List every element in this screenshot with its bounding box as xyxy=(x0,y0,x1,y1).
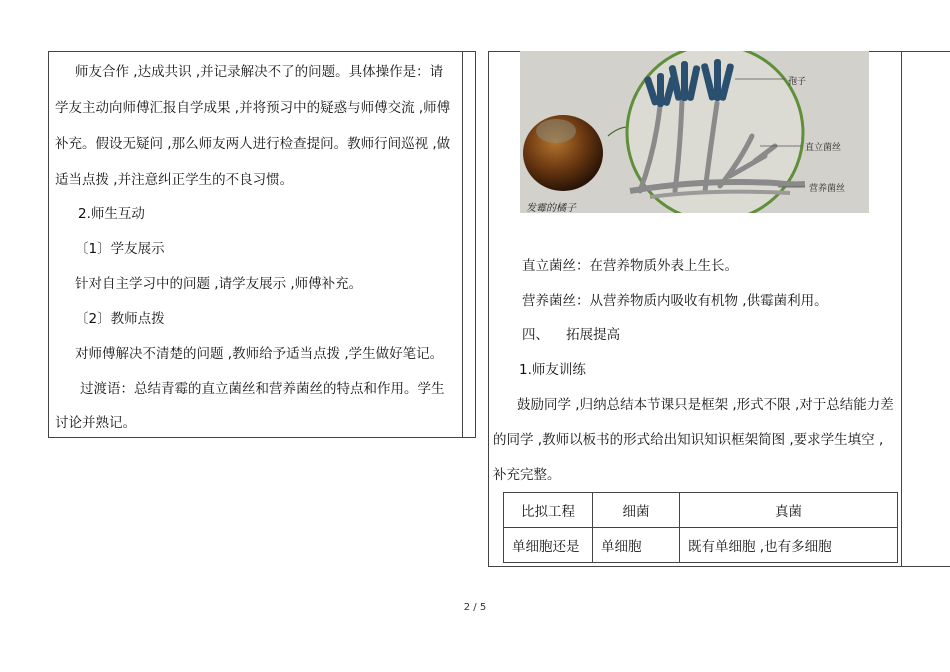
column-divider xyxy=(901,52,902,566)
comparison-table xyxy=(503,492,898,563)
table-header-cell: 细菌 xyxy=(593,493,680,528)
paragraph-line: 学友主动向师傅汇报自学成果 ,并将预习中的疑惑与师傅交流 ,师傅 xyxy=(55,100,451,116)
subsection-heading: 〔2〕教师点拨 xyxy=(75,311,165,327)
page-number: 2 / 5 xyxy=(463,602,487,613)
paragraph-line: 过渡语：总结青霉的直立菌丝和营养菌丝的特点和作用。学生 xyxy=(80,381,445,397)
table-header-cell: 比拟工程 xyxy=(504,493,593,528)
paragraph-line: 对师傅解决不清楚的问题 ,教师给予适当点拨 ,学生做好笔记。 xyxy=(75,346,444,362)
table-header-cell: 真菌 xyxy=(680,493,898,528)
table-row xyxy=(504,528,898,563)
moldy-orange-figure xyxy=(520,51,869,213)
table-cell: 单细胞 xyxy=(593,528,680,563)
paragraph-line: 的同学 ,教师以板书的形式给出知识知识框架简图 ,要求学生填空 , xyxy=(493,432,884,448)
column-divider xyxy=(462,52,463,437)
table-cell: 既有单细胞 ,也有多细胞 xyxy=(680,528,898,563)
subsection-heading: 〔1〕学友展示 xyxy=(75,241,165,257)
paragraph-line: 适当点拨 ,并注意纠正学生的不良习惯。 xyxy=(55,172,294,188)
orange-caption: 发霉的橘子 xyxy=(526,203,576,213)
paragraph-line: 营养菌丝：从营养物质内吸收有机物 ,供霉菌利用。 xyxy=(522,293,828,309)
section-heading: 2.师生互动 xyxy=(78,206,145,222)
section-heading: 四、 拓展提高 xyxy=(522,327,621,343)
paragraph-line: 补充完整。 xyxy=(493,467,561,483)
table-cell: 单细胞还是 xyxy=(504,528,593,563)
subsection-heading: 1.师友训练 xyxy=(519,362,586,378)
nutrient-hyphae-label: 营养菌丝 xyxy=(809,184,846,194)
paragraph-line: 直立菌丝：在营养物质外表上生长。 xyxy=(522,258,738,274)
paragraph-line: 鼓励同学 ,归纳总结本节课只是框架 ,形式不限 ,对于总结能力差 xyxy=(517,397,894,413)
paragraph-line: 师友合作 ,达成共识 ,并记录解决不了的问题。具体操作是：请 xyxy=(75,64,444,80)
mold-patch xyxy=(536,119,576,143)
paragraph-line: 补充。假设无疑问 ,那么师友两人进行检查提问。教师行间巡视 ,做 xyxy=(55,136,451,152)
paragraph-line: 针对自主学习中的问题 ,请学友展示 ,师傅补充。 xyxy=(75,276,363,292)
table-header-row xyxy=(504,493,898,528)
spore-label: 孢子 xyxy=(788,77,807,87)
paragraph-line: 讨论并熟记。 xyxy=(55,415,136,431)
upright-hyphae-label: 直立菌丝 xyxy=(805,143,842,153)
